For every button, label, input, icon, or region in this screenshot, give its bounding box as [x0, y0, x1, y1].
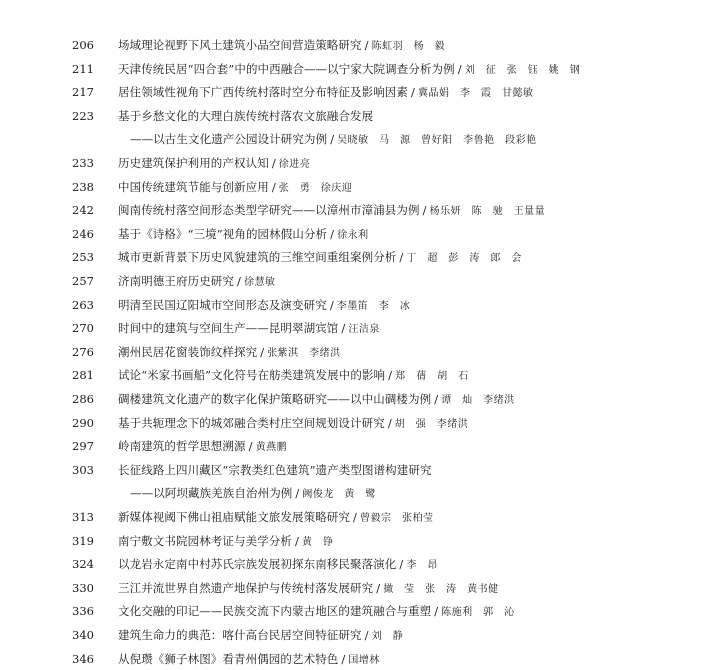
entry-title: 试论“米家书画船”文化符号在舫类建筑发展中的影响	[118, 368, 386, 383]
entry-text	[118, 225, 369, 245]
entry-text	[118, 343, 341, 363]
separator: /	[434, 392, 439, 406]
entry-text	[118, 461, 432, 479]
entry-title: 时间中的建筑与空间生产——昆明翠湖宾馆	[118, 321, 339, 336]
entry-subtitle: ——以阿坝藏族羌族自治州为例	[130, 486, 293, 501]
page-number: 346	[72, 651, 94, 666]
entry-authors: 冀晶娟 李 霞 甘懿敏	[417, 88, 534, 100]
page-number: 238	[72, 179, 94, 194]
separator: /	[237, 274, 241, 288]
separator: /	[457, 61, 462, 76]
entry-subtitle: ——以古生文化遗产公园设计研究为例	[130, 132, 328, 147]
entry-text	[118, 36, 445, 56]
entry-text	[130, 484, 376, 504]
entry-text	[118, 248, 522, 268]
separator: /	[434, 604, 439, 619]
separator: /	[422, 203, 427, 218]
page-number: 242	[72, 203, 94, 218]
entry-authors: 阙俊龙 黄 鹭	[302, 489, 376, 501]
entry-title: 文化交融的印记——民族交流下内蒙古地区的建筑融合与重塑	[118, 604, 432, 619]
entry-authors: 曾毅宗 张柏莹	[359, 513, 434, 524]
separator: /	[271, 179, 276, 194]
separator: /	[364, 628, 369, 642]
page-number: 263	[72, 297, 94, 312]
entry-title: 历史建筑保护利用的产权认知	[118, 156, 269, 170]
entry-text	[118, 532, 333, 552]
entry-authors: 陈虹羽 杨 毅	[371, 41, 446, 52]
separator: /	[341, 321, 346, 336]
entry-title: 基于乡愁文化的大理白族传统村落农文旅融合发展	[118, 108, 374, 123]
page-number: 303	[72, 462, 94, 477]
entry-authors: 郑 蒨 胡 石	[395, 371, 469, 383]
separator: /	[376, 580, 381, 595]
page-number: 281	[72, 368, 94, 383]
entry-text	[118, 437, 287, 457]
entry-text	[118, 201, 545, 221]
page-number: 253	[72, 250, 94, 265]
entry-text	[118, 366, 469, 386]
entry-text	[118, 390, 515, 410]
entry-text	[118, 626, 403, 646]
entry-title: 长征线路上四川藏区“宗教类红色建筑”遗产类型图谱构建研究	[118, 462, 432, 477]
entry-authors: 黄 铮	[301, 536, 334, 548]
separator: /	[399, 250, 404, 265]
entry-text	[118, 579, 499, 599]
page-number: 324	[72, 557, 94, 572]
entry-title: 基于《诗格》“三境”视角的园林假山分析	[118, 226, 328, 241]
entry-title: 新媒体视阈下佛山祖庙赋能文旅发展策略研究	[118, 510, 350, 524]
separator: /	[248, 439, 253, 454]
page-number: 290	[72, 415, 94, 430]
entry-title: 场域理论视野下风土建筑小品空间营造策略研究	[118, 38, 362, 52]
entry-text	[118, 602, 515, 622]
separator: /	[271, 156, 276, 170]
entry-text	[118, 319, 380, 339]
entry-authors: 刘 征 张 钰 姚 钢	[464, 64, 581, 76]
entry-text	[130, 130, 537, 150]
separator: /	[353, 510, 357, 524]
entry-text	[118, 555, 438, 575]
entry-authors: 刘 静	[371, 631, 404, 642]
entry-authors: 陈施利 郭 沁	[441, 607, 515, 619]
page-number: 246	[72, 226, 94, 241]
entry-authors: 杨乐妍 陈 驰 王量量	[429, 206, 546, 218]
page-number: 223	[72, 108, 94, 123]
entry-authors: 李墨笛 李 冰	[336, 300, 411, 312]
entry-title: 以龙岩永定南中村苏氏宗族发展初探东南移民聚落演化	[118, 557, 397, 572]
page-number: 233	[72, 156, 94, 170]
separator: /	[295, 486, 300, 501]
entry-title: 天津传统民居“四合套”中的中西融合——以宁家大院调查分析为例	[118, 61, 455, 76]
entry-title: 居住领域性视角下广西传统村落时空分布特征及影响因素	[118, 85, 408, 100]
entry-text	[118, 154, 310, 174]
separator: /	[260, 344, 265, 359]
page-number: 270	[72, 321, 94, 336]
entry-title: 三江并流世界自然遗产地保护与传统村落发展研究	[118, 580, 374, 595]
entry-title: 闽南传统村落空间形态类型学研究——以漳州市漳浦县为例	[118, 203, 420, 218]
entry-authors: 黄燕鹏	[255, 442, 288, 454]
entry-authors: 丁 超 彭 涛 郎 会	[406, 253, 522, 265]
separator: /	[330, 132, 335, 147]
entry-text	[118, 60, 580, 80]
page-number: 336	[72, 604, 94, 619]
separator: /	[399, 557, 404, 572]
entry-authors: 李 昂	[406, 560, 438, 572]
entry-authors: 张紫淇 李绪洪	[267, 347, 341, 359]
entry-authors: 撖 莹 张 涛 黄书健	[383, 583, 499, 595]
page-number: 319	[72, 533, 94, 548]
page-number: 313	[72, 510, 94, 524]
entry-title: 潮州民居花窗装饰纹样探究	[118, 344, 258, 359]
entry-text	[118, 178, 352, 198]
separator: /	[388, 368, 393, 383]
separator: /	[411, 85, 415, 100]
separator: /	[295, 533, 299, 548]
page-number: 211	[72, 61, 94, 76]
entry-text	[118, 296, 410, 316]
entry-title: 中国传统建筑节能与创新应用	[118, 179, 269, 194]
separator: /	[387, 415, 392, 430]
page-number: 340	[72, 628, 94, 642]
page-number: 206	[72, 38, 94, 52]
page-number: 330	[72, 580, 94, 595]
entry-text	[118, 650, 380, 670]
entry-authors: 徐慧敏	[243, 277, 276, 288]
entry-title: 南宁敷文书院园林考证与美学分析	[118, 533, 292, 548]
entry-title: 济南明德王府历史研究	[118, 274, 234, 288]
entry-text	[118, 508, 433, 528]
entry-authors: 谭 灿 李绪洪	[441, 395, 515, 406]
separator: /	[330, 226, 335, 241]
page-number: 286	[72, 392, 94, 406]
entry-title: 岭南建筑的哲学思想溯源	[118, 439, 246, 454]
entry-authors: 国增林	[348, 654, 380, 666]
separator: /	[329, 297, 334, 312]
entry-authors: 吴晓敏 马 源 曾好阳 李鲁艳 段彩艳	[337, 135, 537, 147]
entry-title: 城市更新背景下历史风貌建筑的三维空间重组案例分析	[118, 250, 397, 265]
entry-text	[118, 272, 275, 292]
entry-title: 碉楼建筑文化遗产的数字化保护策略研究——以中山碉楼为例	[118, 392, 432, 406]
page-number: 217	[72, 85, 94, 100]
entry-authors: 汪洁泉	[348, 324, 380, 336]
page-number: 276	[72, 344, 94, 359]
entry-authors: 胡 强 李绪洪	[394, 418, 469, 430]
entry-text	[118, 414, 468, 434]
entry-title: 明清至民国辽阳城市空间形态及演变研究	[118, 297, 327, 312]
entry-text	[118, 107, 373, 125]
entry-authors: 徐永利	[337, 229, 369, 241]
entry-title: 基于共轭理念下的城郊融合类村庄空间规划设计研究	[118, 415, 385, 430]
separator: /	[341, 651, 346, 666]
entry-title: 从倪瓒《狮子林图》看青州偶园的艺术特色	[118, 651, 339, 666]
entry-authors: 张 勇 徐庆迎	[278, 182, 353, 194]
entry-text	[118, 83, 533, 103]
entry-title: 建筑生命力的典范：喀什高台民居空间特征研究	[118, 628, 362, 642]
page-number: 297	[72, 439, 94, 454]
separator: /	[364, 38, 369, 52]
page-number: 257	[72, 274, 94, 288]
entry-authors: 徐进亮	[278, 159, 311, 170]
